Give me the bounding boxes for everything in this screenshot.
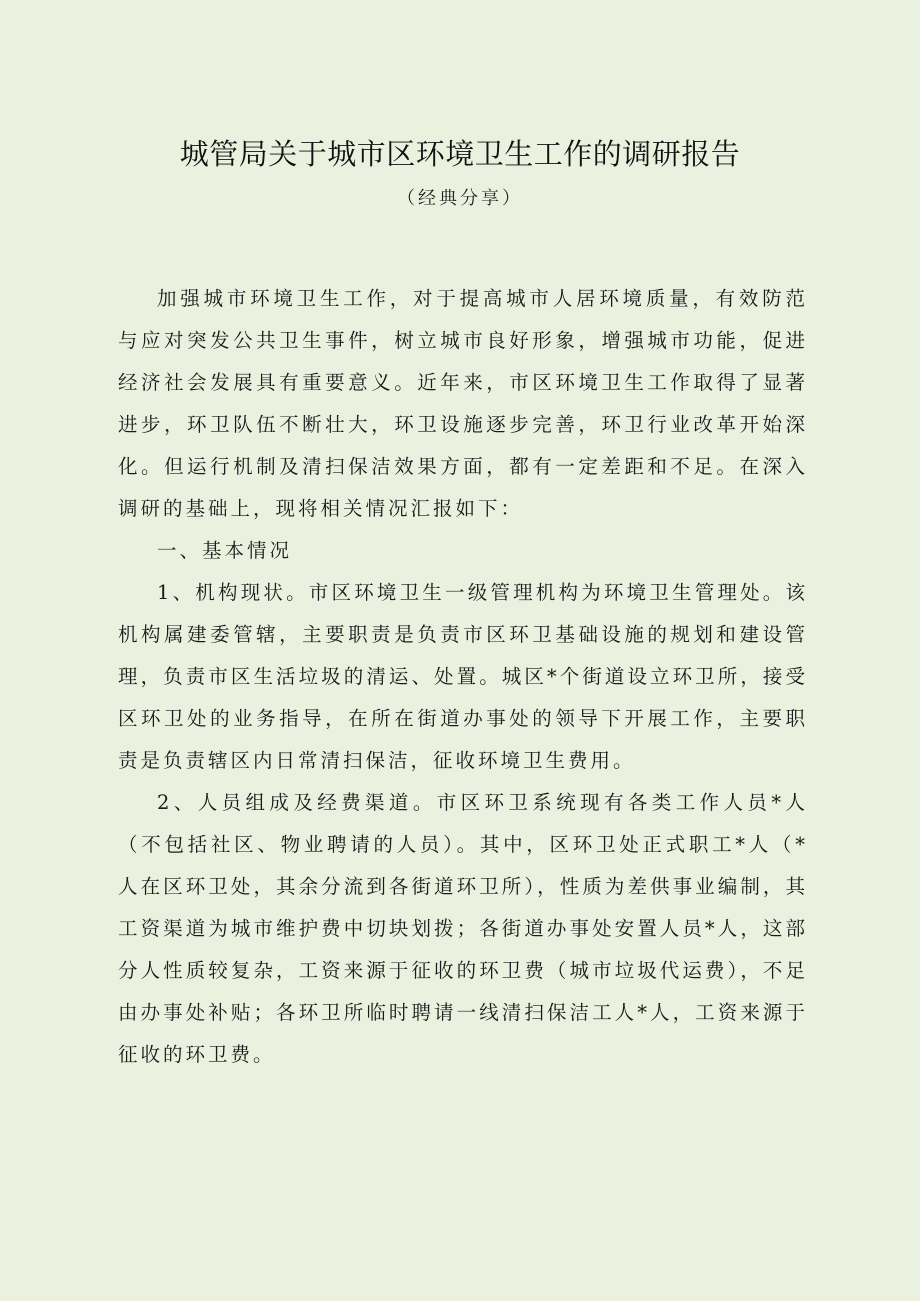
document-body (118, 278, 808, 1076)
document-subtitle: （经典分享） (397, 188, 523, 209)
paragraph-intro: 加强城市环境卫生工作，对于提高城市人居环境质量，有效防范与应对突发公共卫生事件，树立城市良好形象，增强城市功能，促进经济社会发展具有重要意义。近年来，市区环境卫生工作取得了显著进步，环卫队伍不断壮大，环卫设施逐步完善，环卫行业改革开始深化。但运行机制及清扫保洁效果方面，都有一定差距和不足。在深入调研的基础上，现将相关情况汇报如下： (118, 287, 808, 520)
paragraph-staff-and-funding: 2、人员组成及经费渠道。市区环卫系统现有各类工作人员*人（不包括社区、物业聘请的人员）。其中，区环卫处正式职工*人（*人在区环卫处，其余分流到各街道环卫所），性质为差供事业编制，其工资渠道为城市维护费中切块划拨；各街道办事处安置人员*人，这部分人性质较复杂，工资来源于征收的环卫费（城市垃圾代运费），不足由办事处补贴；各环卫所临时聘请一线清扫保洁工人*人，工资来源于征收的环卫费。 (118, 791, 808, 1066)
document-title: 城管局关于城市区环境卫生工作的调研报告 (179, 137, 741, 171)
paragraph-organization-status: 1、机构现状。市区环境卫生一级管理机构为环境卫生管理处。该机构属建委管辖，主要职责是负责市区环卫基础设施的规划和建设管理，负责市区生活垃圾的清运、处置。城区*个街道设立环卫所，接受区环卫处的业务指导，在所在街道办事处的领导下开展工作，主要职责是负责辖区内日常清扫保洁，征收环境卫生费用。 (118, 581, 808, 772)
section-heading-basic-situation: 一、基本情况 (157, 539, 293, 562)
